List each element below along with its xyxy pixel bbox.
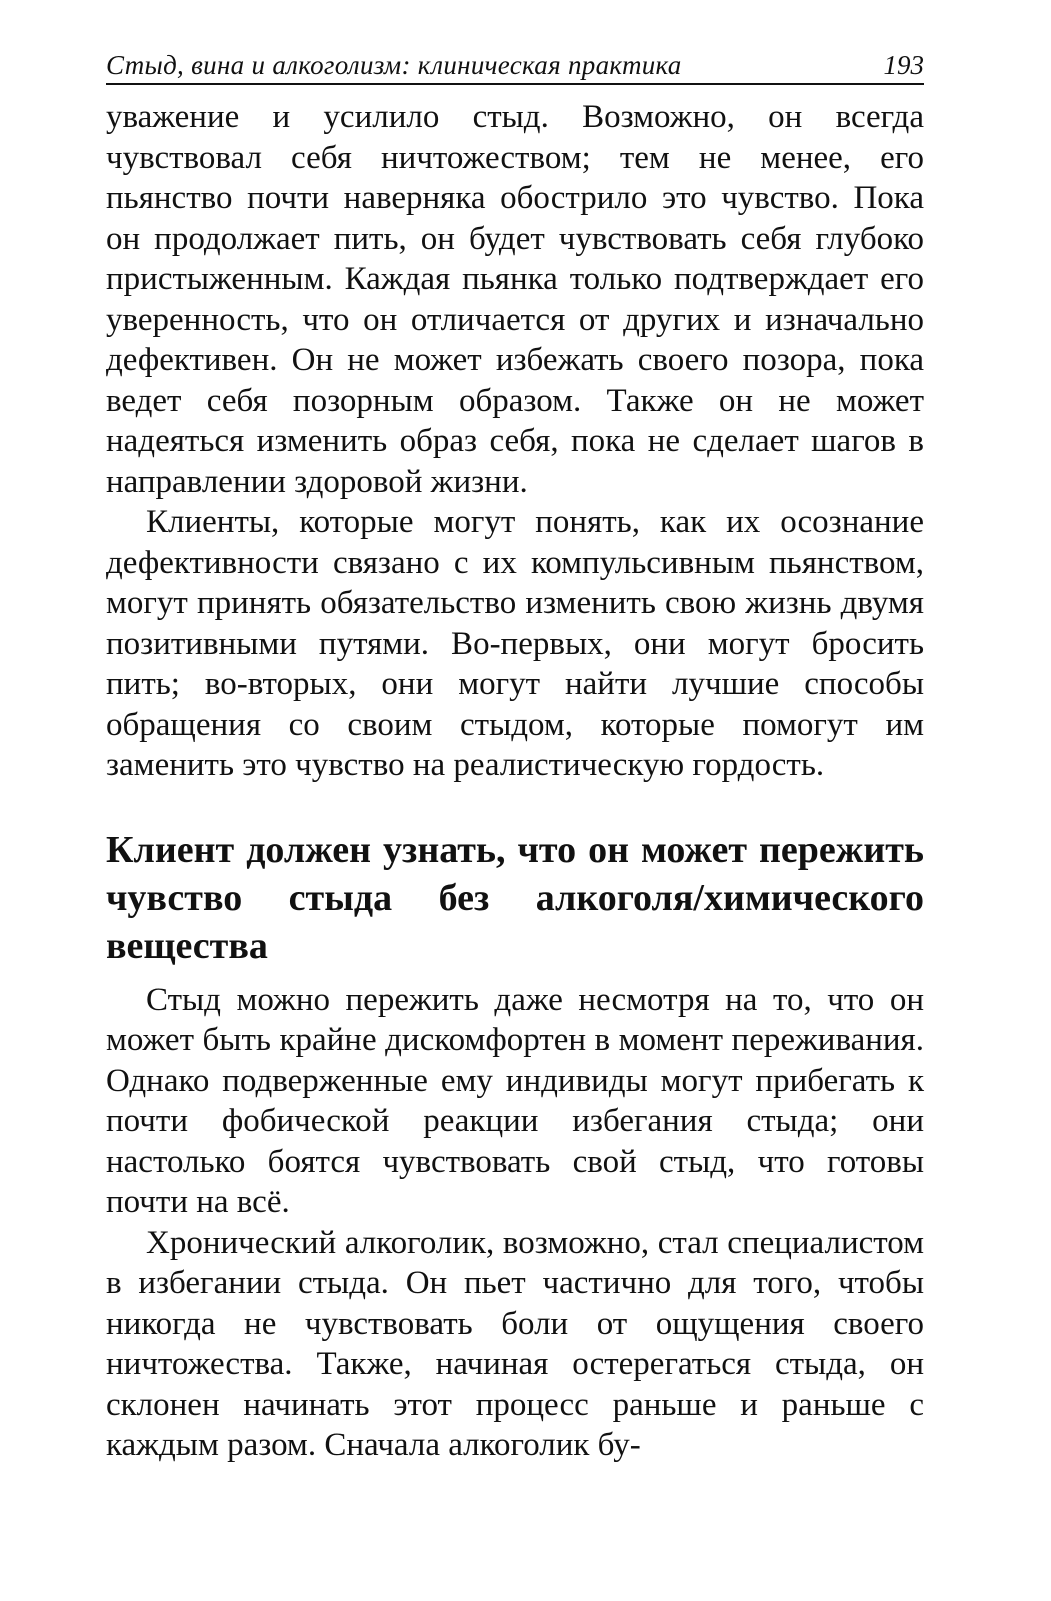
paragraph: Стыд можно пережить даже несмотря на то, что он может быть крайне дискомфортен в момент переживания. Однако подверженные ему индивиды могут прибегать к почти фобической реакции избегания стыда; они настолько боятся чувствовать свой стыд, что готовы почти на всё. [106,981,924,1220]
running-header [106,48,924,85]
paragraph: Клиенты, которые могут понять, как их осознание дефективности связано с их компульсивным пьянством, могут принять обязательство изменить свою жизнь двумя позитивными путями. Во-первых, они могут бросить пить; во-вторых, они могут найти лучшие способы обращения со своим стыдом, которые помогут им заменить это чувство на реалистическую гордость. [106,504,924,783]
paragraph: Хронический алкоголик, возможно, стал специалистом в избегании стыда. Он пьет частично для того, чтобы никогда не чувствовать боли от ощущения своего ничтожества. Также, начиная остерегаться стыда, он склонен начинать этот процесс раньше и раньше с каждым разом. Сначала алкоголик бу- [106,1224,924,1463]
running-header-title: Стыд, вина и алкоголизм: клиническая практика [106,50,682,80]
body-text [106,97,924,1466]
book-page [106,48,924,1466]
paragraph-continued: уважение и усилило стыд. Возможно, он всегда чувствовал себя ничтожеством; тем не менее, его пьянство почти наверняка обострило это чувство. Пока он продолжает пить, он будет чувствовать себя глубоко пристыженным. Каждая пьянка только подтверждает его уверенность, что он отличается от других и изначально дефективен. Он не может избежать своего позора, пока ведет себя позорным образом. Также он не может надеяться изменить образ себя, пока не сделает шагов в направлении здоровой жизни. [106,99,924,500]
page-number: 193 [883,50,924,80]
section-heading: Клиент должен узнать, что он может пережить чувство стыда без алкоголя/химического вещества [106,828,924,967]
